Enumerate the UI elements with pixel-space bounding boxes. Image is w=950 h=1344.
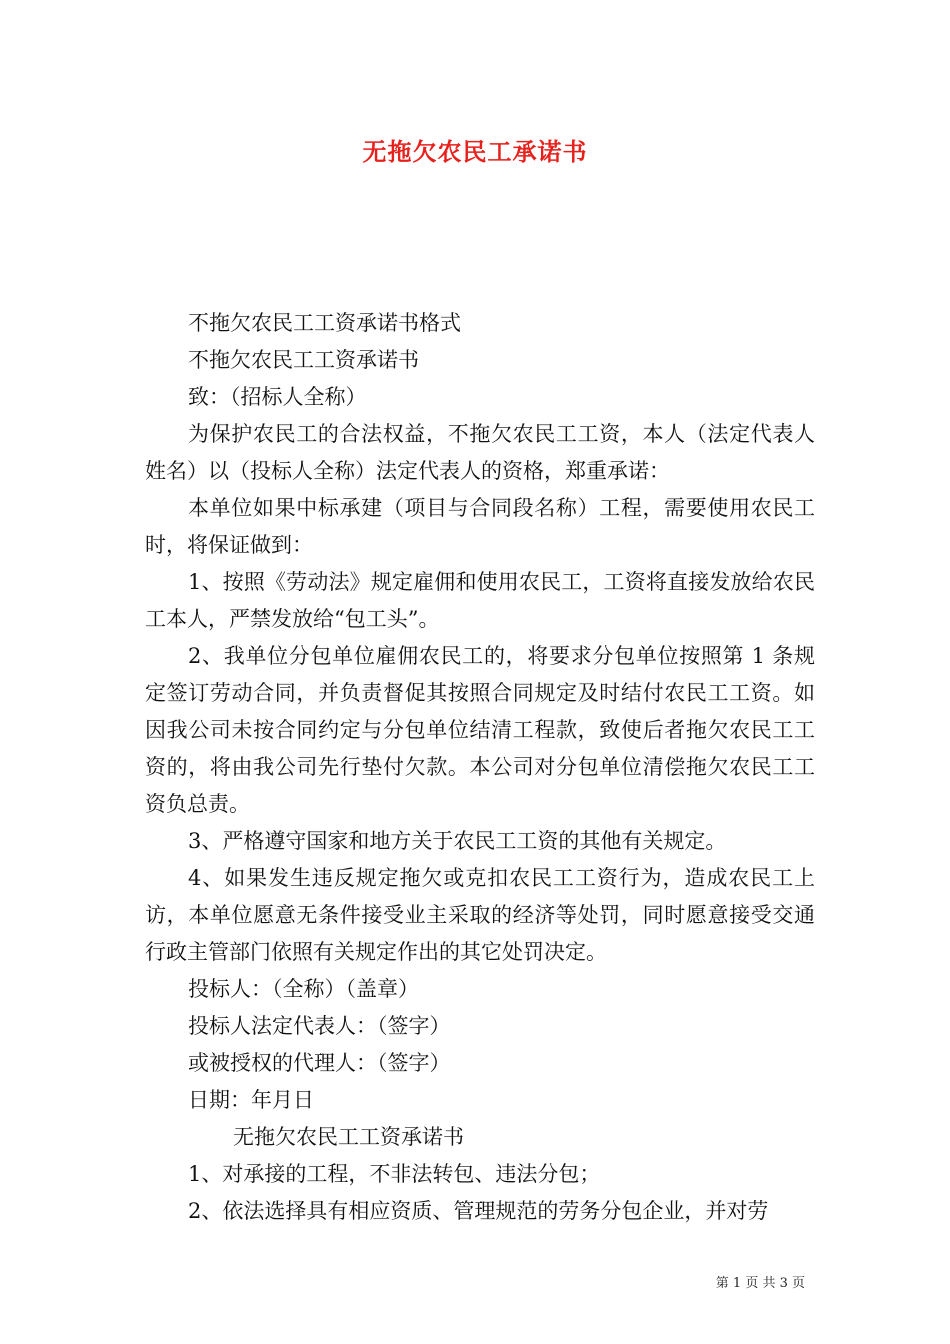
signature-line: 投标人：（全称）（盖章）: [188, 977, 419, 1001]
paragraph: 4、如果发生违反规定拖欠或克扣农民工工资行为，造成农民工上访，本单位愿意无条件接受业主采取的经济等处罚，同时愿意接受交通行政主管部门依照有关规定作出的其它处罚决定。: [145, 866, 815, 964]
document-body: [145, 305, 815, 1230]
paragraph: 2、我单位分包单位雇佣农民工的，将要求分包单位按照第 1 条规定签订劳动合同，并负责督促其按照合同规定及时结付农民工工资。如因我公司未按合同约定与分包单位结清工程款，致使后者拖欠农民工工资的，将由我公司先行垫付欠款。本公司对分包单位清偿拖欠农民工工资负总责。: [145, 644, 815, 816]
page-footer: 第 1 页 共 3 页: [715, 1276, 805, 1291]
paragraph: 不拖欠农民工工资承诺书格式: [188, 311, 461, 335]
paragraph: 致：（招标人全称）: [188, 385, 367, 409]
section-heading: 无拖欠农民工工资承诺书: [233, 1125, 464, 1149]
paragraph: 1、按照《劳动法》规定雇佣和使用农民工，工资将直接发放给农民工本人，严禁发放给“包工头”。: [145, 570, 815, 631]
paragraph: 本单位如果中标承建（项目与合同段名称）工程，需要使用农民工时，将保证做到：: [145, 496, 815, 557]
paragraph: 3、严格遵守国家和地方关于农民工工资的其他有关规定。: [188, 829, 727, 853]
date-line: 日期：年月日: [188, 1088, 314, 1112]
paragraph: 1、对承接的工程，不非法转包、违法分包；: [188, 1162, 601, 1186]
paragraph: 为保护农民工的合法权益，不拖欠农民工工资，本人（法定代表人姓名）以（投标人全称）法定代表人的资格，郑重承诺：: [145, 422, 815, 483]
paragraph: 2、依法选择具有相应资质、管理规范的劳务分包企业，并对劳: [188, 1199, 769, 1223]
document-title: 无拖欠农民工承诺书: [362, 137, 588, 166]
signature-line: 或被授权的代理人：（签字）: [188, 1051, 451, 1075]
signature-line: 投标人法定代表人：（签字）: [188, 1014, 451, 1038]
paragraph: 不拖欠农民工工资承诺书: [188, 348, 419, 372]
